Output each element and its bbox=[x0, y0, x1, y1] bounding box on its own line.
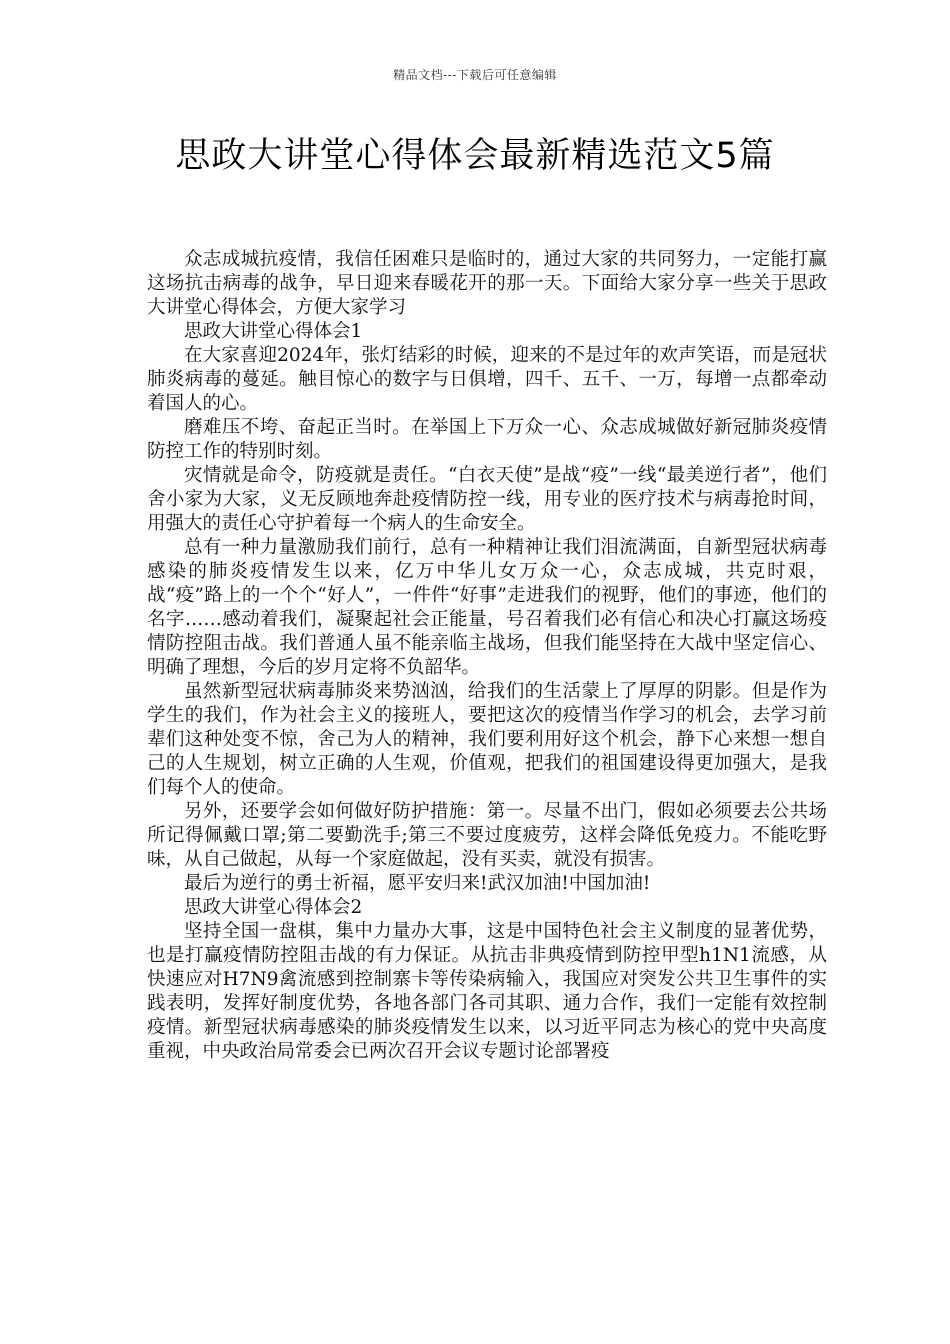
document-body bbox=[147, 248, 827, 1064]
body-paragraph: 总有一种力量激励我们前行，总有一种精神让我们泪流满面，自新型冠状病毒感染的肺炎疫情发生以来，亿万中华儿女万众一心，众志成城，共克时艰，战“疫”路上的一个个“好人”，一件件“好事”走进我们的视野，他们的事迹，他们的名字……感动着我们，凝聚起社会正能量，号召着我们必有信心和决心打赢这场疫情防控阻击战。我们普通人虽不能亲临主战场，但我们能坚持在大战中坚定信心、明确了理想，今后的岁月定将不负韶华。 bbox=[147, 537, 827, 678]
body-paragraph: 坚持全国一盘棋，集中力量办大事，这是中国特色社会主义制度的显著优势，也是打赢疫情防控阻击战的有力保证。从抗击非典疫情到防控甲型h1N1流感，从快速应对H7N9禽流感到控制寨卡等传染病输入，我国应对突发公共卫生事件的实践表明，发挥好制度优势，各地各部门各司其职、通力合作，我们一定能有效控制疫情。新型冠状病毒感染的肺炎疫情发生以来，以习近平同志为核心的党中央高度重视，中央政治局常委会已两次召开会议专题讨论部署疫 bbox=[147, 921, 827, 1062]
body-paragraph: 磨难压不垮、奋起正当时。在举国上下万众一心、众志成城做好新冠肺炎疫情防控工作的特别时刻。 bbox=[147, 417, 827, 462]
body-paragraph: 在大家喜迎2024年，张灯结彩的时候，迎来的不是过年的欢声笑语，而是冠状肺炎病毒的蔓延。触目惊心的数字与日俱增，四千、五千、一万，每增一点都牵动着国人的心。 bbox=[147, 345, 827, 414]
document-title: 思政大讲堂心得体会最新精选范文5篇 bbox=[175, 136, 775, 176]
section-heading-2: 思政大讲堂心得体会2 bbox=[184, 897, 363, 918]
body-paragraph: 虽然新型冠状病毒肺炎来势汹汹，给我们的生活蒙上了厚厚的阴影。但是作为学生的我们，作为社会主义的接班人，要把这次的疫情当作学习的机会，去学习前辈们这种处变不惊，舍己为人的精神，我们要利用好这个机会，静下心来想一想自己的人生规划，树立正确的人生观，价值观，把我们的祖国建设得更加强大，是我们每个人的使命。 bbox=[147, 681, 827, 798]
body-paragraph: 灾情就是命令，防疫就是责任。“白衣天使”是战“疫”一线“最美逆行者”，他们舍小家为大家，义无反顾地奔赴疫情防控一线，用专业的医疗技术与病毒抢时间，用强大的责任心守护着每一个病人的生命安全。 bbox=[147, 465, 827, 534]
section-heading-1: 思政大讲堂心得体会1 bbox=[184, 321, 363, 342]
intro-paragraph: 众志成城抗疫情，我信任困难只是临时的，通过大家的共同努力，一定能打赢这场抗击病毒的战争，早日迎来春暖花开的那一天。下面给大家分享一些关于思政大讲堂心得体会，方便大家学习 bbox=[147, 249, 827, 318]
body-paragraph: 最后为逆行的勇士祈福，愿平安归来!武汉加油!中国加油! bbox=[184, 873, 651, 894]
body-paragraph: 另外，还要学会如何做好防护措施：第一。尽量不出门，假如必须要去公共场所记得佩戴口罩;第二要勤洗手;第三不要过度疲劳，这样会降低免疫力。不能吃野味，从自己做起，从每一个家庭做起，没有买卖，就没有损害。 bbox=[147, 801, 827, 870]
header-note: 精品文档---下载后可任意编辑 bbox=[393, 68, 557, 82]
